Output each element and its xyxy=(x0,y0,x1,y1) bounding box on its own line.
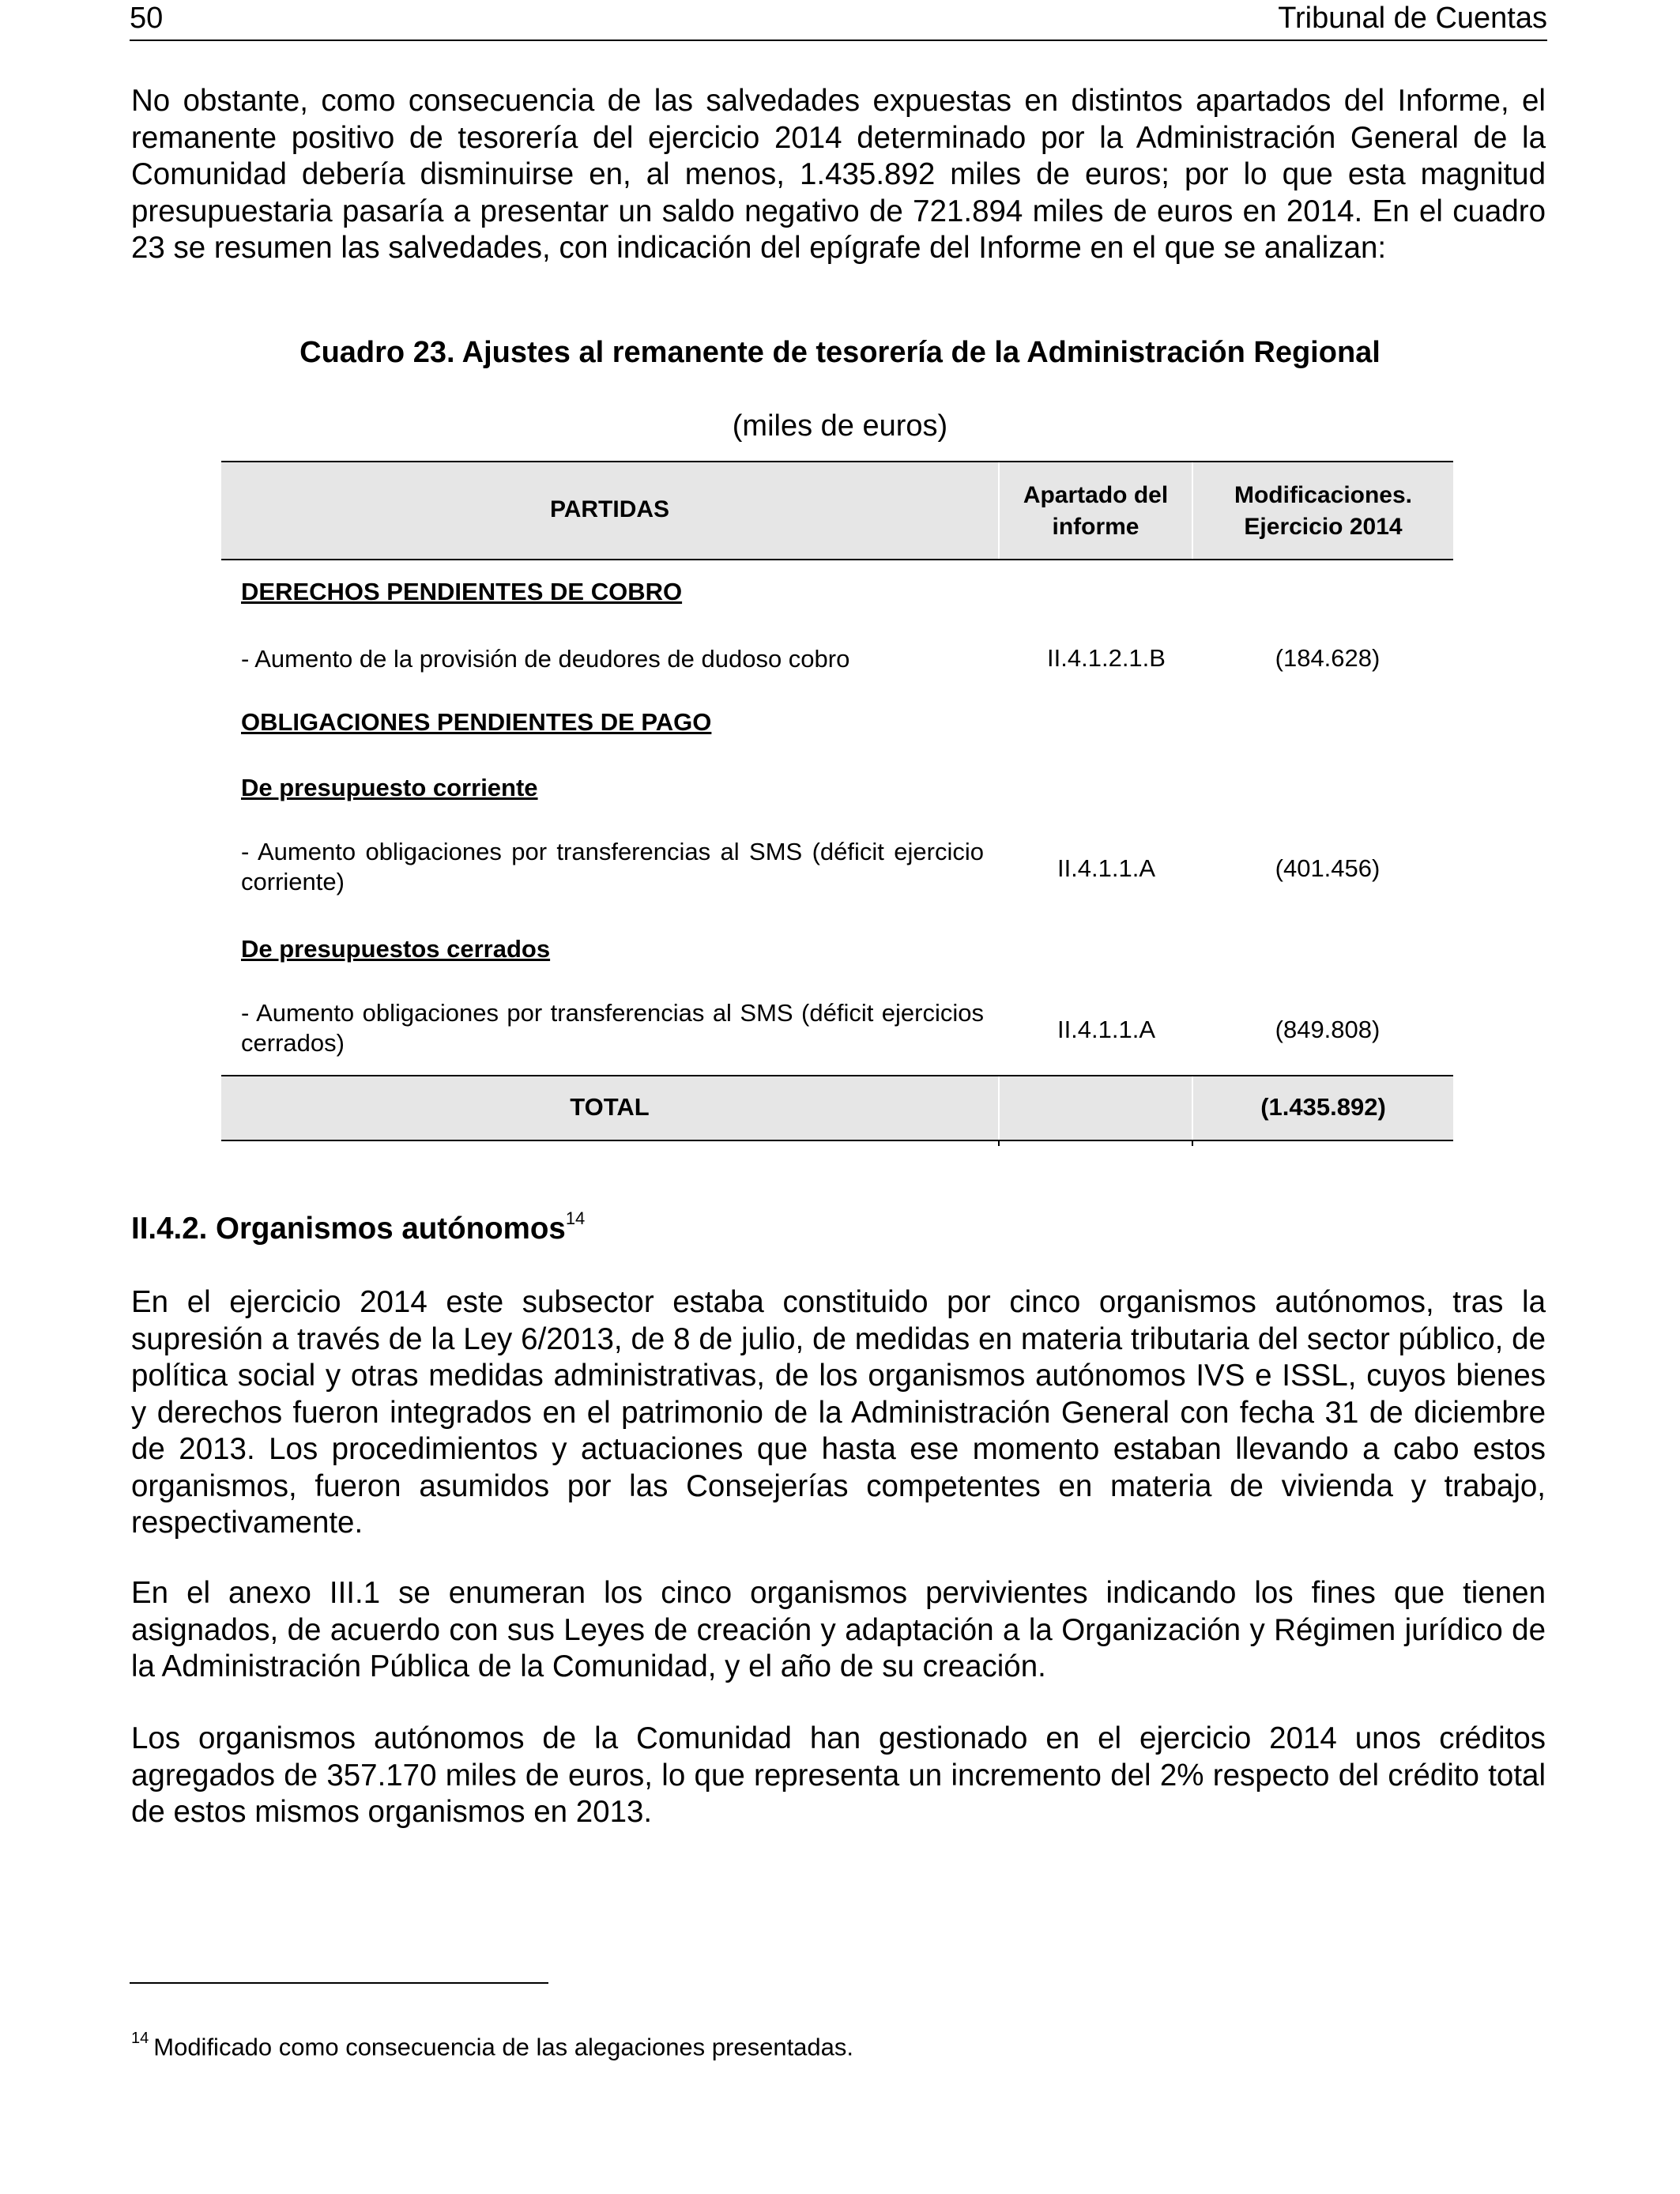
header-partidas: PARTIDAS xyxy=(549,496,670,522)
header-apartado-line2: informe xyxy=(1052,514,1139,540)
section-derechos: DERECHOS PENDIENTES DE COBRO xyxy=(241,578,683,605)
header-modif-line2: Ejercicio 2014 xyxy=(1244,514,1403,540)
row-cerrados-ref: II.4.1.1.A xyxy=(1057,1016,1156,1043)
bottom-tick xyxy=(1192,1141,1193,1146)
row-provision-label: - Aumento de la provisión de deudores de dudoso cobro xyxy=(241,645,850,673)
organismos-paragraph-1: En el ejercicio 2014 este subsector estaba constituido por cinco organismos autónomos, tras la supresión a través de la Ley 6/2013, de 8 de julio, de medidas en materia tributaria del sector público, de política social y otras medidas administrativas, de los organismos autónomos IVS e ISSL, cuyos bienes y derechos fueron integrados en el patrimonio de la Administración General con fecha 31 de diciembre de 2013. Los procedimientos y actuaciones que hasta ese momento estaban llevando a cabo estos organismos, fueron asumidos por las Consejerías competentes en materia de vivienda y trabajo, respectivamente. xyxy=(131,1285,1546,1540)
table-caption: Cuadro 23. Ajustes al remanente de tesorería de la Administración Regional xyxy=(299,336,1381,369)
footnote-separator xyxy=(130,1982,548,1984)
organismos-paragraph-2: En el anexo III.1 se enumeran los cinco organismos pervivientes indicando los fines que tienen asignados, de acuerdo con sus Leyes de creación y adaptación a la Organización y Régimen jurídico de la Administración Pública de la Comunidad, y el año de su creación. xyxy=(131,1576,1546,1683)
table-units: (miles de euros) xyxy=(732,409,948,443)
table-bottom-rule xyxy=(221,1140,1453,1141)
row-provision-ref: II.4.1.2.1.B xyxy=(1047,644,1166,672)
footnote-number: 14 xyxy=(131,2030,149,2047)
section-heading xyxy=(131,1208,586,1246)
table-header-rule xyxy=(221,559,1453,560)
header-apartado xyxy=(1000,480,1192,543)
row-cerrados-label: - Aumento obligaciones por transferencias al SMS (déficit ejercicios cerrados) xyxy=(241,999,984,1057)
total-label: TOTAL xyxy=(570,1093,650,1121)
header-modif-line1: Modificaciones. xyxy=(1234,482,1413,508)
footnote-text: Modificado como consecuencia de las alegaciones presentadas. xyxy=(153,2033,854,2061)
adjustments-table xyxy=(221,461,1453,1142)
bottom-tick xyxy=(998,1141,1000,1146)
row-corriente-ref: II.4.1.1.A xyxy=(1057,854,1156,882)
row-cerrados-amount: (849.808) xyxy=(1275,1016,1381,1043)
subsection-corriente: De presupuesto corriente xyxy=(241,774,538,801)
header-apartado-line1: Apartado del xyxy=(1023,482,1169,508)
row-provision-amount: (184.628) xyxy=(1275,644,1381,672)
organismos-paragraph-3: Los organismos autónomos de la Comunidad han gestionado en el ejercicio 2014 unos créditos agregados de 357.170 miles de euros, lo que representa un incremento del 2% respecto del crédito total de estos mismos organismos en 2013. xyxy=(131,1721,1546,1829)
section-heading-text: II.4.2. Organismos autónomos xyxy=(131,1212,566,1246)
header-modificaciones xyxy=(1193,480,1453,543)
footnote xyxy=(131,2030,854,2061)
running-title: Tribunal de Cuentas xyxy=(1278,2,1547,35)
subsection-cerrados: De presupuestos cerrados xyxy=(241,935,551,963)
row-corriente-label: - Aumento obligaciones por transferencias al SMS (déficit ejercicio corriente) xyxy=(241,838,984,895)
footnote-ref: 14 xyxy=(565,1208,586,1229)
page-header xyxy=(130,0,1547,41)
total-divider xyxy=(998,1076,1000,1140)
section-obligaciones: OBLIGACIONES PENDIENTES DE PAGO xyxy=(241,708,712,736)
row-corriente-amount: (401.456) xyxy=(1275,854,1381,882)
total-amount: (1.435.892) xyxy=(1260,1093,1386,1121)
intro-paragraph: No obstante, como consecuencia de las salvedades expuestas en distintos apartados del Informe, el remanente positivo de tesorería del ejercicio 2014 determinado por la Administración General de la Comunidad debería disminuirse en, al menos, 1.435.892 miles de euros; por lo que esta magnitud presupuestaria pasaría a presentar un saldo negativo de 721.894 miles de euros en 2014. En el cuadro 23 se resumen las salvedades, con indicación del epígrafe del Informe en el que se analizan: xyxy=(131,84,1546,265)
page-number: 50 xyxy=(130,2,164,35)
